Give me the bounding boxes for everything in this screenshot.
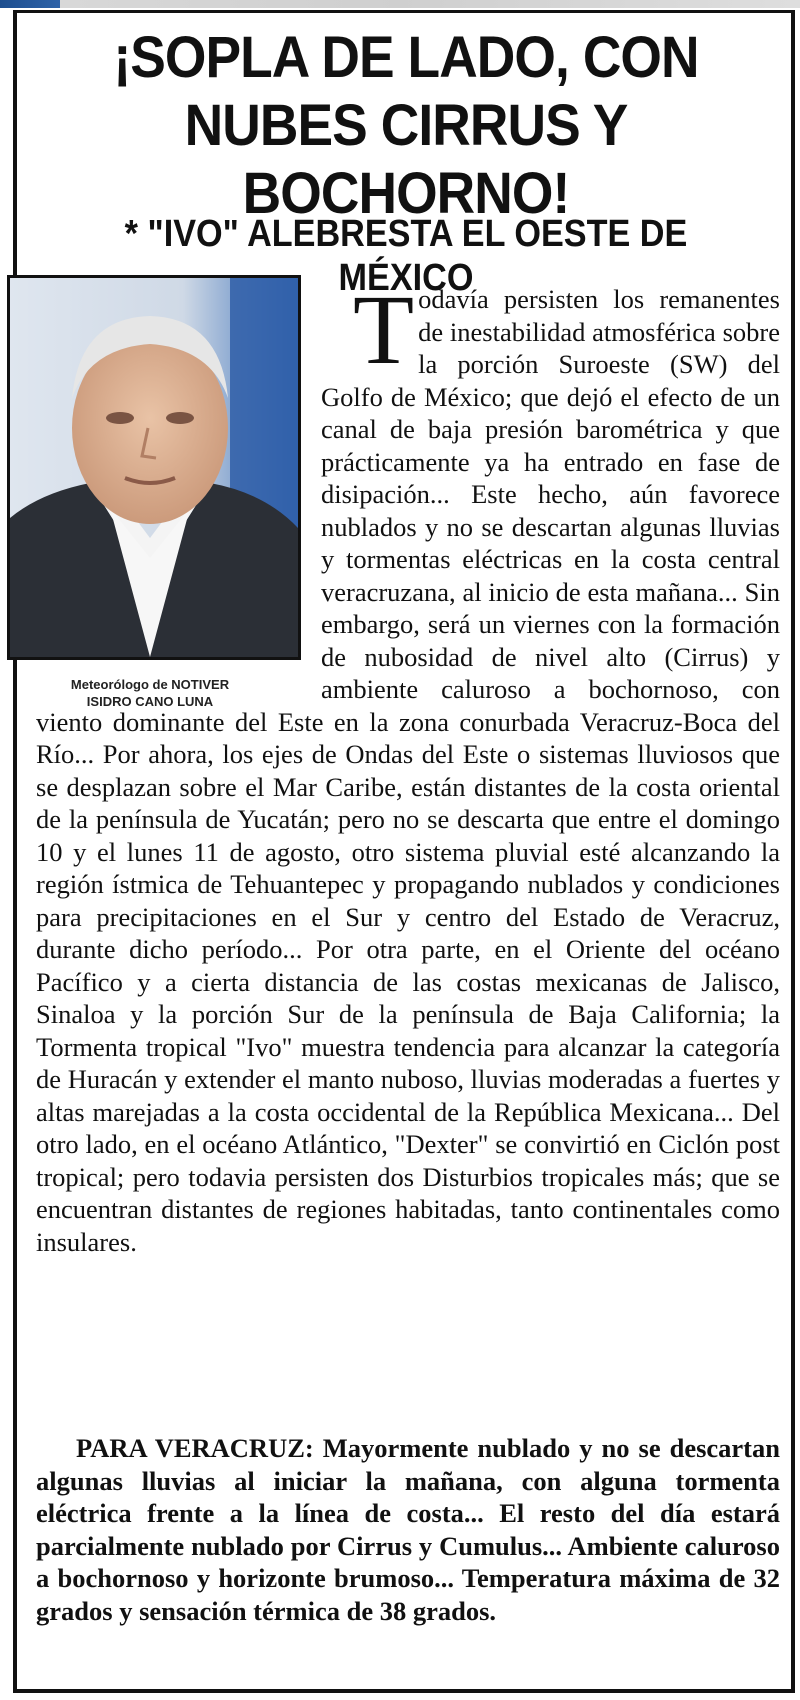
paragraph-1-text: odavía persisten los remanentes de inestabilidad atmosférica sobre la porción Suroeste (SW) del Golfo de México; que dejó el efecto de un canal de baja presión barométrica y que prácticamente ya ha entrado en fase de disipación... Este hecho, aún favorece nublados y no se descartan algunas lluvias y tormentas eléctricas en la costa central veracruzana, al inicio de esta mañana... Sin embargo, será un viernes con la formación de nubosidad de nivel alto (Cirrus) y ambiente caluroso a bochornoso, con viento dominante del Este en la zona conurbada Veracruz-Boca del Río... Por ahora, los ejes de Ondas del Este o sistemas lluviosos que se desplazan sobre el Mar Caribe, están distantes de la costa oriental de la península de Yucatán; pero no se descarta que entre el domingo 10 y el lunes 11 de agosto, otro sistema pluvial esté alcanzando la región ístmica de Tehuantepec y propagando nublados y condiciones para precipitaciones en el Sur y centro del Estado de Veracruz, durante dicho período... Por otra parte, en el Oriente del océano Pacífico y a cierta distancia de las costas mexicanas de Jalisco, Sinaloa y la porción Sur de la península de Baja California; la Tormenta tropical "Ivo" muestra tendencia para alcanzar la categoría de Huracán y extender el manto nuboso, lluvias moderadas a fuertes y altas marejadas a la costa occidental de la República Mexicana... Del otro lado, en el océano Atlántico, "Dexter" se convirtió en Ciclón post tropical; pero todavia persisten dos Disturbios tropicales más; que se encuentran distantes de regiones habitadas, tanto continentales como insulares. [36,284,780,1257]
photo-text-wrap-space [36,283,321,697]
subheadline: * "IVO" ALEBRESTA EL OESTE DE MÉXICO [124,213,688,299]
caption-line-2: ISIDRO CANO LUNA [86,694,214,709]
article-paragraph-2: PARA VERACRUZ: Mayormente nublado y no se descartan algunas lluvias al iniciar la mañana, con alguna tormenta eléctrica frente a la línea de costa... El resto del día estará parcialmente nublado por Cirrus y Cumulus... Ambiente caluroso a bochornoso y horizonte brumoso... Temperatura máxima de 32 grados y sensación térmica de 38 grados. [36,1433,780,1626]
headline: ¡SOPLA DE LADO, CON NUBES CIRRUS Y BOCHORNO! [113,25,699,226]
top-decorative-strip [0,0,800,8]
caption-line-1: Meteorólogo de NOTIVER [70,677,230,692]
article-paragraph-1 [36,274,780,1258]
drop-cap: T [353,274,415,385]
